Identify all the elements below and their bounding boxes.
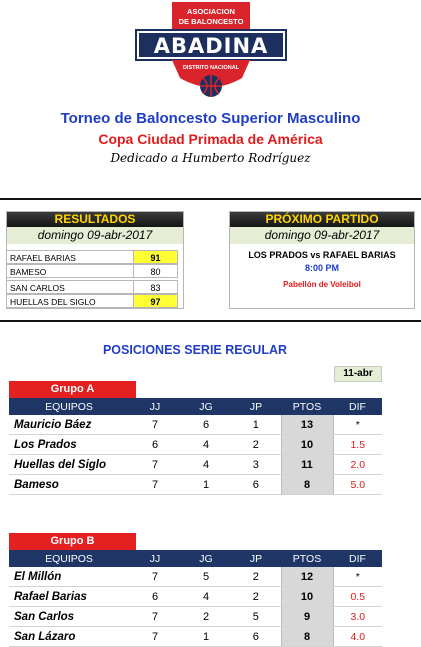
abadina-logo [130, 0, 292, 102]
group-a-table [9, 398, 382, 495]
result-team: HUELLAS DEL SIGLO [6, 294, 134, 308]
col-jp: JP [231, 550, 281, 567]
table-row [9, 627, 382, 647]
result-score: 80 [134, 264, 178, 278]
result-score: 97 [134, 294, 178, 308]
col-dif: DIF [333, 398, 382, 415]
logo-subtitle: DISTRITO NACIONAL [182, 65, 240, 71]
team-name: Rafael Barias [9, 587, 129, 607]
pts-cell: 8 [281, 627, 333, 647]
jp-cell: 3 [231, 455, 281, 475]
col-equipos: EQUIPOS [9, 398, 129, 415]
jg-cell: 5 [181, 567, 231, 587]
pts-cell: 11 [281, 455, 333, 475]
dif-cell: 4.0 [333, 627, 382, 647]
basketball-icon [200, 75, 222, 97]
table-row [9, 567, 382, 587]
pts-cell: 9 [281, 607, 333, 627]
table-row [9, 415, 382, 435]
result-team: RAFAEL BARIAS [6, 250, 134, 264]
jp-cell: 5 [231, 607, 281, 627]
result-score: 83 [134, 280, 178, 294]
jj-cell: 7 [129, 415, 181, 435]
next-match-time: 8:00 PM [304, 263, 339, 273]
next-match-teams: LOS PRADOS vs RAFAEL BARIAS [248, 250, 396, 260]
jp-cell: 2 [231, 567, 281, 587]
tournament-title: Torneo de Baloncesto Superior Masculino [60, 110, 361, 127]
result-row [6, 294, 178, 308]
jj-cell: 7 [129, 475, 181, 495]
results-date: domingo 09-abr-2017 [7, 227, 183, 244]
logo-name: ABADINA [153, 34, 269, 58]
jp-cell: 6 [231, 475, 281, 495]
jg-cell: 6 [181, 415, 231, 435]
divider-top [0, 198, 421, 200]
result-row [6, 264, 178, 278]
jg-cell: 4 [181, 455, 231, 475]
jj-cell: 6 [129, 435, 181, 455]
jp-cell: 6 [231, 627, 281, 647]
dif-cell: 2.0 [333, 455, 382, 475]
jp-cell: 2 [231, 587, 281, 607]
group-b-label: Grupo B [9, 533, 136, 550]
table-header-row [9, 550, 382, 567]
dif-cell: 3.0 [333, 607, 382, 627]
col-ptos: PTOS [281, 550, 333, 567]
logo-line2: DE BALONCESTO [178, 17, 244, 26]
cup-title: Copa Ciudad Primada de América [98, 131, 323, 147]
team-name: El Millón [9, 567, 129, 587]
col-jj: JJ [129, 550, 181, 567]
table-row [9, 587, 382, 607]
col-equipos: EQUIPOS [9, 550, 129, 567]
dif-cell: 5.0 [333, 475, 382, 495]
team-name: San Lázaro [9, 627, 129, 647]
jg-cell: 1 [181, 627, 231, 647]
jj-cell: 7 [129, 455, 181, 475]
pts-cell: 13 [281, 415, 333, 435]
standings-title: POSICIONES SERIE REGULAR [102, 343, 288, 357]
standings-date: 11-abr [334, 366, 382, 382]
dif-cell: * [333, 567, 382, 587]
dif-cell: 0.5 [333, 587, 382, 607]
team-name: Mauricio Báez [9, 415, 129, 435]
jp-cell: 2 [231, 435, 281, 455]
col-ptos: PTOS [281, 398, 333, 415]
next-match-panel [229, 211, 415, 309]
next-match-venue: Pabellón de Voleibol [283, 280, 361, 289]
group-a-label: Grupo A [9, 381, 136, 398]
col-jg: JG [181, 398, 231, 415]
jj-cell: 6 [129, 587, 181, 607]
col-jg: JG [181, 550, 231, 567]
team-name: Bameso [9, 475, 129, 495]
group-b-table [9, 550, 382, 647]
results-heading: RESULTADOS [7, 212, 183, 227]
jp-cell: 1 [231, 415, 281, 435]
team-name: San Carlos [9, 607, 129, 627]
dif-cell: 1.5 [333, 435, 382, 455]
table-row [9, 607, 382, 627]
result-row [6, 280, 178, 294]
col-jp: JP [231, 398, 281, 415]
table-row [9, 475, 382, 495]
jj-cell: 7 [129, 567, 181, 587]
divider-middle [0, 320, 421, 322]
pts-cell: 12 [281, 567, 333, 587]
jg-cell: 4 [181, 435, 231, 455]
result-team: SAN CARLOS [6, 280, 134, 294]
dedication: Dedicado a Humberto Rodríguez [110, 151, 311, 165]
result-score: 91 [134, 250, 178, 264]
table-header-row [9, 398, 382, 415]
next-match-date: domingo 09-abr-2017 [230, 227, 414, 244]
pts-cell: 10 [281, 587, 333, 607]
jj-cell: 7 [129, 627, 181, 647]
col-jj: JJ [129, 398, 181, 415]
table-row [9, 435, 382, 455]
dif-cell: * [333, 415, 382, 435]
jg-cell: 2 [181, 607, 231, 627]
pts-cell: 8 [281, 475, 333, 495]
next-match-heading: PRÓXIMO PARTIDO [230, 212, 414, 227]
jj-cell: 7 [129, 607, 181, 627]
result-team: BAMESO [6, 264, 134, 278]
result-row [6, 250, 178, 264]
pts-cell: 10 [281, 435, 333, 455]
col-dif: DIF [333, 550, 382, 567]
jg-cell: 1 [181, 475, 231, 495]
logo-line1: ASOCIACION [187, 7, 235, 16]
team-name: Los Prados [9, 435, 129, 455]
table-row [9, 455, 382, 475]
team-name: Huellas del Siglo [9, 455, 129, 475]
jg-cell: 4 [181, 587, 231, 607]
